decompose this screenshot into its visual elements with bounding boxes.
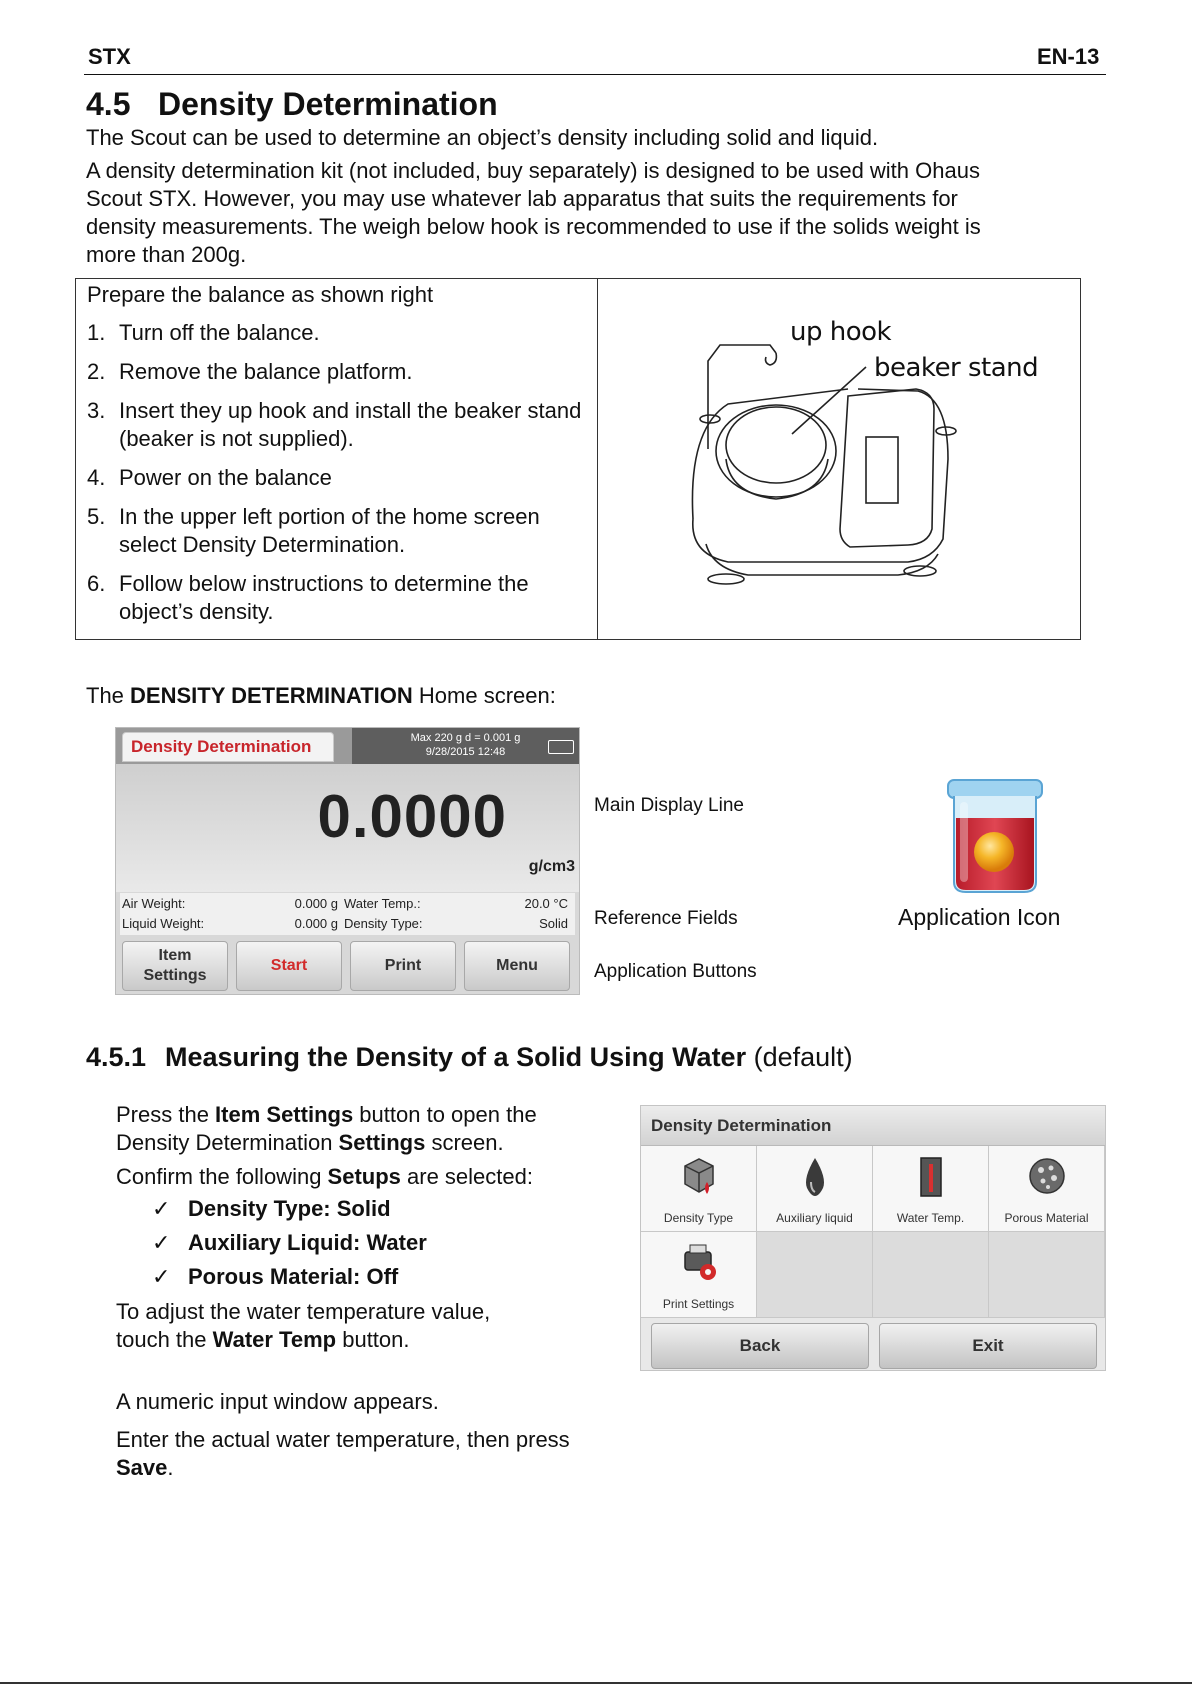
air-weight-value: 0.000 g: [294, 896, 338, 911]
thermometer-icon: [911, 1154, 951, 1198]
text: button.: [336, 1327, 410, 1352]
subsection-title: Measuring the Density of a Solid Using Water: [165, 1042, 747, 1072]
item-settings-button[interactable]: [122, 941, 228, 991]
density-cube-icon: [679, 1154, 719, 1198]
liquid-weight-value: 0.000 g: [294, 916, 338, 931]
application-tab[interactable]: Density Determination: [122, 732, 334, 762]
caption-bold: DENSITY DETERMINATION: [130, 683, 413, 708]
running-header-left: STX: [88, 44, 131, 69]
setup-text: Auxiliary Liquid: Water: [188, 1230, 427, 1255]
text-bold: Water Temp: [212, 1327, 337, 1352]
text-bold: Settings: [338, 1130, 426, 1155]
printer-gear-icon: [679, 1240, 719, 1284]
step-number: 5.: [87, 504, 106, 529]
empty-tile: [989, 1232, 1105, 1318]
application-icon-callout: Application Icon: [898, 904, 1061, 930]
step-item: [87, 397, 587, 453]
instruction-line-1: [116, 1101, 537, 1129]
empty-tile: [757, 1232, 873, 1318]
water-temp-tile[interactable]: [873, 1146, 989, 1232]
caption-text: The: [86, 683, 131, 708]
step-number: 4.: [87, 465, 106, 490]
text-bold: Save: [116, 1455, 168, 1480]
step-item: [87, 358, 587, 386]
tile-label: Auxiliary liquid: [776, 1211, 853, 1225]
text-bold: Setups: [327, 1164, 401, 1189]
subsection-suffix: (default): [746, 1042, 853, 1072]
empty-tile: [873, 1232, 989, 1318]
density-type-value: Solid: [539, 916, 568, 931]
kit-line-2: Scout STX. However, you may use whatever lab apparatus that suits the requirements for: [86, 186, 958, 211]
water-drop-icon: [795, 1154, 835, 1198]
reference-fields-callout: Reference Fields: [594, 908, 738, 929]
steps-list: [87, 319, 587, 626]
up-hook-label: up hook: [790, 317, 892, 347]
tile-label: Porous Material: [1004, 1211, 1089, 1225]
instruction-line-4: To adjust the water temperature value,: [116, 1299, 491, 1324]
tile-label: Water Temp.: [896, 1211, 965, 1225]
liquid-weight-label: Liquid Weight:: [122, 916, 205, 931]
application-buttons-callout: Application Buttons: [594, 961, 757, 982]
date-time: 9/28/2015 12:48: [425, 746, 506, 758]
preparation-table: [75, 278, 1081, 640]
print-button[interactable]: Print: [350, 941, 456, 991]
reference-fields: [120, 893, 575, 935]
step-text: Turn off the balance.: [119, 320, 320, 345]
subsection-number: 4.5.1: [86, 1042, 147, 1072]
air-weight-label: Air Weight:: [122, 896, 186, 911]
kit-line-3: density measurements. The weigh below hook is recommended to use if the solids weight is: [86, 214, 981, 239]
checked-setup-item: [152, 1196, 391, 1222]
step-item: [87, 570, 587, 626]
tile-label: Print Settings: [662, 1297, 735, 1311]
step-number: 3.: [87, 398, 106, 423]
subsection-heading: [86, 1042, 853, 1073]
settings-title: Density Determination: [641, 1106, 1105, 1146]
back-button[interactable]: Back: [651, 1323, 869, 1369]
item-settings-label-2: Settings: [143, 967, 207, 984]
setup-text: Density Type: Solid: [188, 1196, 391, 1221]
page-bottom-rule: [0, 1682, 1192, 1684]
header-rule: [84, 74, 1106, 75]
step-number: 2.: [87, 359, 106, 384]
density-home-screen: [115, 727, 580, 995]
exit-button[interactable]: Exit: [879, 1323, 1097, 1369]
checkmark-icon: ✓: [152, 1196, 171, 1221]
preparation-intro: Prepare the balance as shown right: [87, 282, 434, 307]
water-temp-label: Water Temp.:: [344, 896, 421, 911]
kit-line-4: more than 200g.: [86, 242, 247, 267]
checked-setup-item: [152, 1264, 398, 1290]
auxiliary-liquid-tile[interactable]: [757, 1146, 873, 1232]
setup-text: Porous Material: Off: [188, 1264, 399, 1289]
item-settings-label-1: Item: [158, 947, 192, 964]
step-text: Follow below instructions to determine the object’s density.: [119, 571, 529, 624]
instruction-line-6: A numeric input window appears.: [116, 1389, 439, 1414]
instruction-line-2: [116, 1129, 504, 1157]
step-text: In the upper left portion of the home screen select Density Determination.: [119, 504, 540, 557]
capacity-readout: Max 220 g d = 0.001 g: [410, 732, 521, 744]
text: Confirm the following: [116, 1164, 328, 1189]
checkmark-icon: ✓: [152, 1230, 171, 1255]
text: .: [167, 1455, 174, 1480]
text: Press the: [116, 1102, 216, 1127]
main-display-unit: g/cm3: [528, 858, 575, 875]
text: touch the: [116, 1327, 213, 1352]
beaker-application-icon: [940, 776, 1050, 898]
water-temp-value: 20.0 °C: [524, 896, 568, 911]
preparation-steps: [87, 281, 587, 637]
step-text: Remove the balance platform.: [119, 359, 413, 384]
instruction-line-8: [116, 1454, 174, 1482]
step-item: [87, 503, 587, 559]
porous-ball-icon: [1027, 1154, 1067, 1198]
keyboard-icon[interactable]: [548, 740, 574, 754]
main-display-value: 0.0000: [317, 783, 507, 850]
instruction-line-7: Enter the actual water temperature, then press: [116, 1427, 570, 1452]
text: Density Determination: [116, 1130, 339, 1155]
step-item: [87, 464, 587, 492]
instruction-line-5: [116, 1326, 410, 1354]
density-type-label: Density Type:: [344, 916, 423, 931]
density-settings-screen: [640, 1105, 1106, 1371]
section-title: Density Determination: [158, 86, 498, 122]
step-text: Insert they up hook and install the beaker stand (beaker is not supplied).: [119, 398, 582, 451]
checkmark-icon: ✓: [152, 1264, 171, 1289]
beaker-stand-label: beaker stand: [874, 353, 1039, 383]
checked-setup-item: [152, 1230, 427, 1256]
section-heading: [86, 86, 498, 123]
balance-illustration: [598, 279, 1082, 639]
kit-line-1: A density determination kit (not included, buy separately) is designed to be used with Ohaus: [86, 158, 980, 183]
tile-label: Density Type: [663, 1211, 734, 1225]
step-item: [87, 319, 587, 347]
text-bold: Item Settings: [215, 1102, 354, 1127]
caption-text-end: Home screen:: [412, 683, 556, 708]
page-number: EN-13: [1037, 44, 1100, 69]
section-number: 4.5: [86, 86, 131, 122]
main-display-callout: Main Display Line: [594, 795, 744, 816]
porous-material-tile[interactable]: [989, 1146, 1105, 1232]
density-type-tile[interactable]: [641, 1146, 757, 1232]
print-settings-tile[interactable]: [641, 1232, 757, 1318]
step-text: Power on the balance: [119, 465, 332, 490]
step-number: 1.: [87, 320, 106, 345]
step-number: 6.: [87, 571, 106, 596]
start-button[interactable]: Start: [236, 941, 342, 991]
home-screen-caption: [86, 682, 556, 710]
intro-paragraph: The Scout can be used to determine an object’s density including solid and liquid.: [86, 125, 879, 150]
text: are selected:: [400, 1164, 533, 1189]
text: button to open the: [353, 1102, 537, 1127]
text: screen.: [425, 1130, 504, 1155]
status-area: [352, 728, 579, 764]
instruction-line-3: [116, 1163, 533, 1191]
menu-button[interactable]: Menu: [464, 941, 570, 991]
